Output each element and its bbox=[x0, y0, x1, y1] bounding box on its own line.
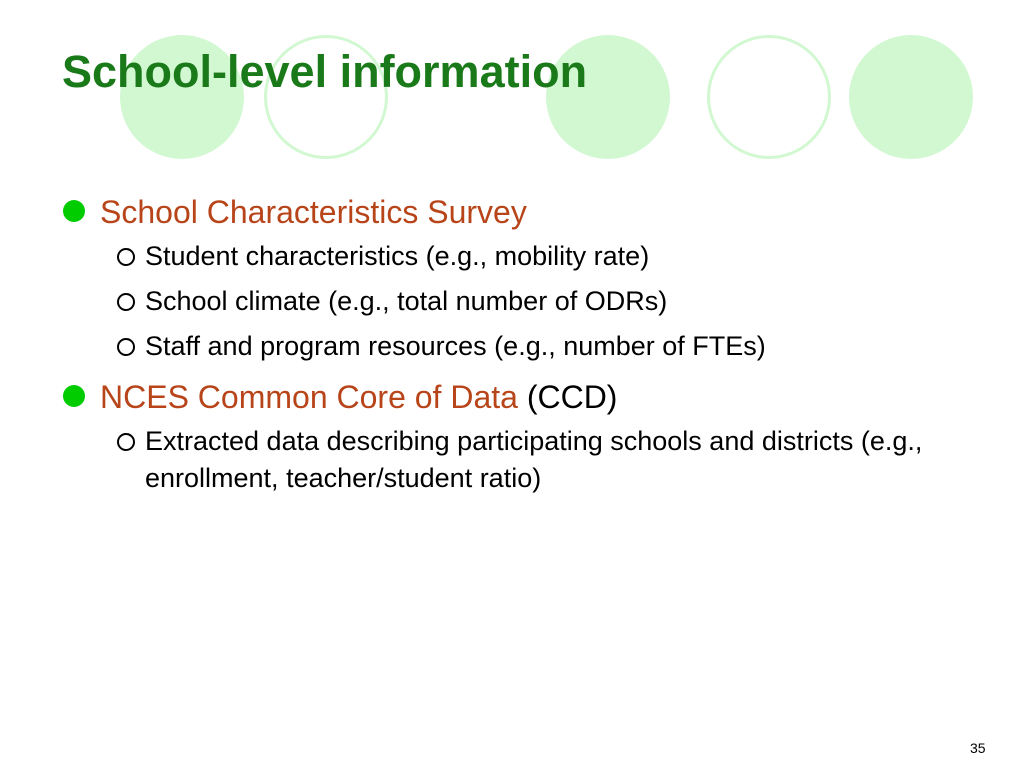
slide-title: School-level information bbox=[62, 46, 588, 97]
sub-bullet-item bbox=[117, 283, 980, 320]
decorative-circle-outline bbox=[707, 35, 831, 159]
sub-bullet-item bbox=[117, 328, 980, 365]
page-number: 35 bbox=[970, 740, 986, 756]
hollow-bullet-icon bbox=[117, 248, 135, 266]
slide-body bbox=[60, 190, 980, 497]
bullet-item bbox=[60, 190, 980, 234]
hollow-bullet-icon bbox=[117, 338, 135, 356]
hollow-bullet-icon bbox=[117, 293, 135, 311]
section-heading-suffix: (CCD) bbox=[526, 379, 618, 415]
filled-bullet-icon bbox=[63, 385, 85, 407]
filled-bullet-icon bbox=[63, 200, 85, 222]
section-heading: School Characteristics Survey bbox=[100, 194, 527, 230]
section-heading: NCES Common Core of Data bbox=[100, 379, 518, 415]
hollow-bullet-icon bbox=[117, 433, 135, 451]
decorative-circle-filled bbox=[849, 35, 973, 159]
sub-bullet-item bbox=[117, 423, 980, 497]
sub-bullet-text: Extracted data describing participating schools and districts (e.g., enrollment, teacher/student ratio) bbox=[145, 426, 923, 493]
sub-bullet-text: Staff and program resources (e.g., number of FTEs) bbox=[145, 331, 766, 361]
sub-bullet-text: Student characteristics (e.g., mobility rate) bbox=[145, 241, 650, 271]
sub-bullet-text: School climate (e.g., total number of ODRs) bbox=[145, 286, 668, 316]
bullet-item bbox=[60, 375, 980, 419]
sub-bullet-item bbox=[117, 238, 980, 275]
